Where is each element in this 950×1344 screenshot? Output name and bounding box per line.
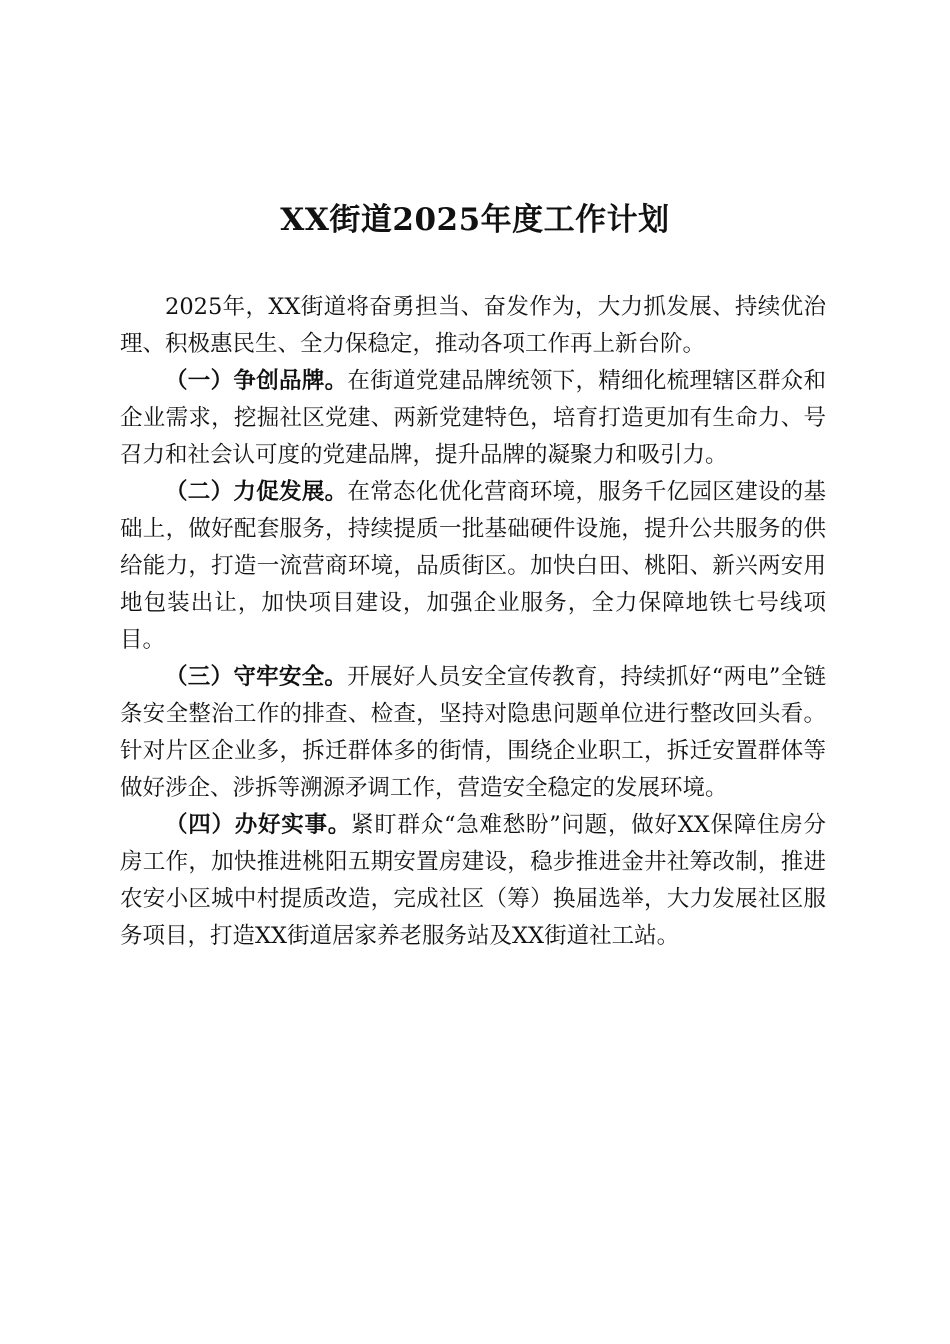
section-text-4: 紧盯群众“急难愁盼”问题，做好XX保障住房分房工作，加快推进桃阳五期安置房建设，稳步推进金井社筹改制，推进农安小区城中村提质改造，完成社区（筹）换届选举，大力发展社区服务项目，打造XX街道居家养老服务站及XX街道社工站。	[120, 812, 826, 949]
section-paragraph-3	[120, 659, 826, 807]
section-paragraph-1	[120, 363, 826, 474]
section-text-3: 开展好人员安全宣传教育，持续抓好“两电”全链条安全整治工作的排查、检查，坚持对隐患问题单位进行整改回头看。针对片区企业多，拆迁群体多的街情，围绕企业职工，拆迁安置群体等做好涉企、涉拆等溯源矛调工作，营造安全稳定的发展环境。	[120, 664, 826, 801]
section-text-2: 在常态化优化营商环境，服务千亿园区建设的基础上，做好配套服务，持续提质一批基础硬件设施，提升公共服务的供给能力，打造一流营商环境，品质街区。加快白田、桃阳、新兴两安用地包装出让，加快项目建设，加强企业服务，全力保障地铁七号线项目。	[120, 479, 826, 653]
intro-paragraph: 2025年，XX街道将奋勇担当、奋发作为，大力抓发展、持续优治理、积极惠民生、全力保稳定，推动各项工作再上新台阶。	[120, 294, 826, 357]
section-paragraph-2	[120, 474, 826, 659]
section-text-1: 在街道党建品牌统领下，精细化梳理辖区群众和企业需求，挖掘社区党建、两新党建特色，培育打造更加有生命力、号召力和社会认可度的党建品牌，提升品牌的凝聚力和吸引力。	[120, 368, 826, 468]
section-heading-1: （一）争创品牌。	[165, 368, 348, 394]
document-title: XX街道2025年度工作计划	[280, 202, 670, 238]
section-paragraph-4	[120, 807, 826, 955]
section-heading-3: （三）守牢安全。	[165, 664, 348, 690]
section-heading-2: （二）力促发展。	[165, 479, 348, 505]
document-body	[120, 289, 826, 955]
section-heading-4: （四）办好实事。	[165, 812, 351, 838]
